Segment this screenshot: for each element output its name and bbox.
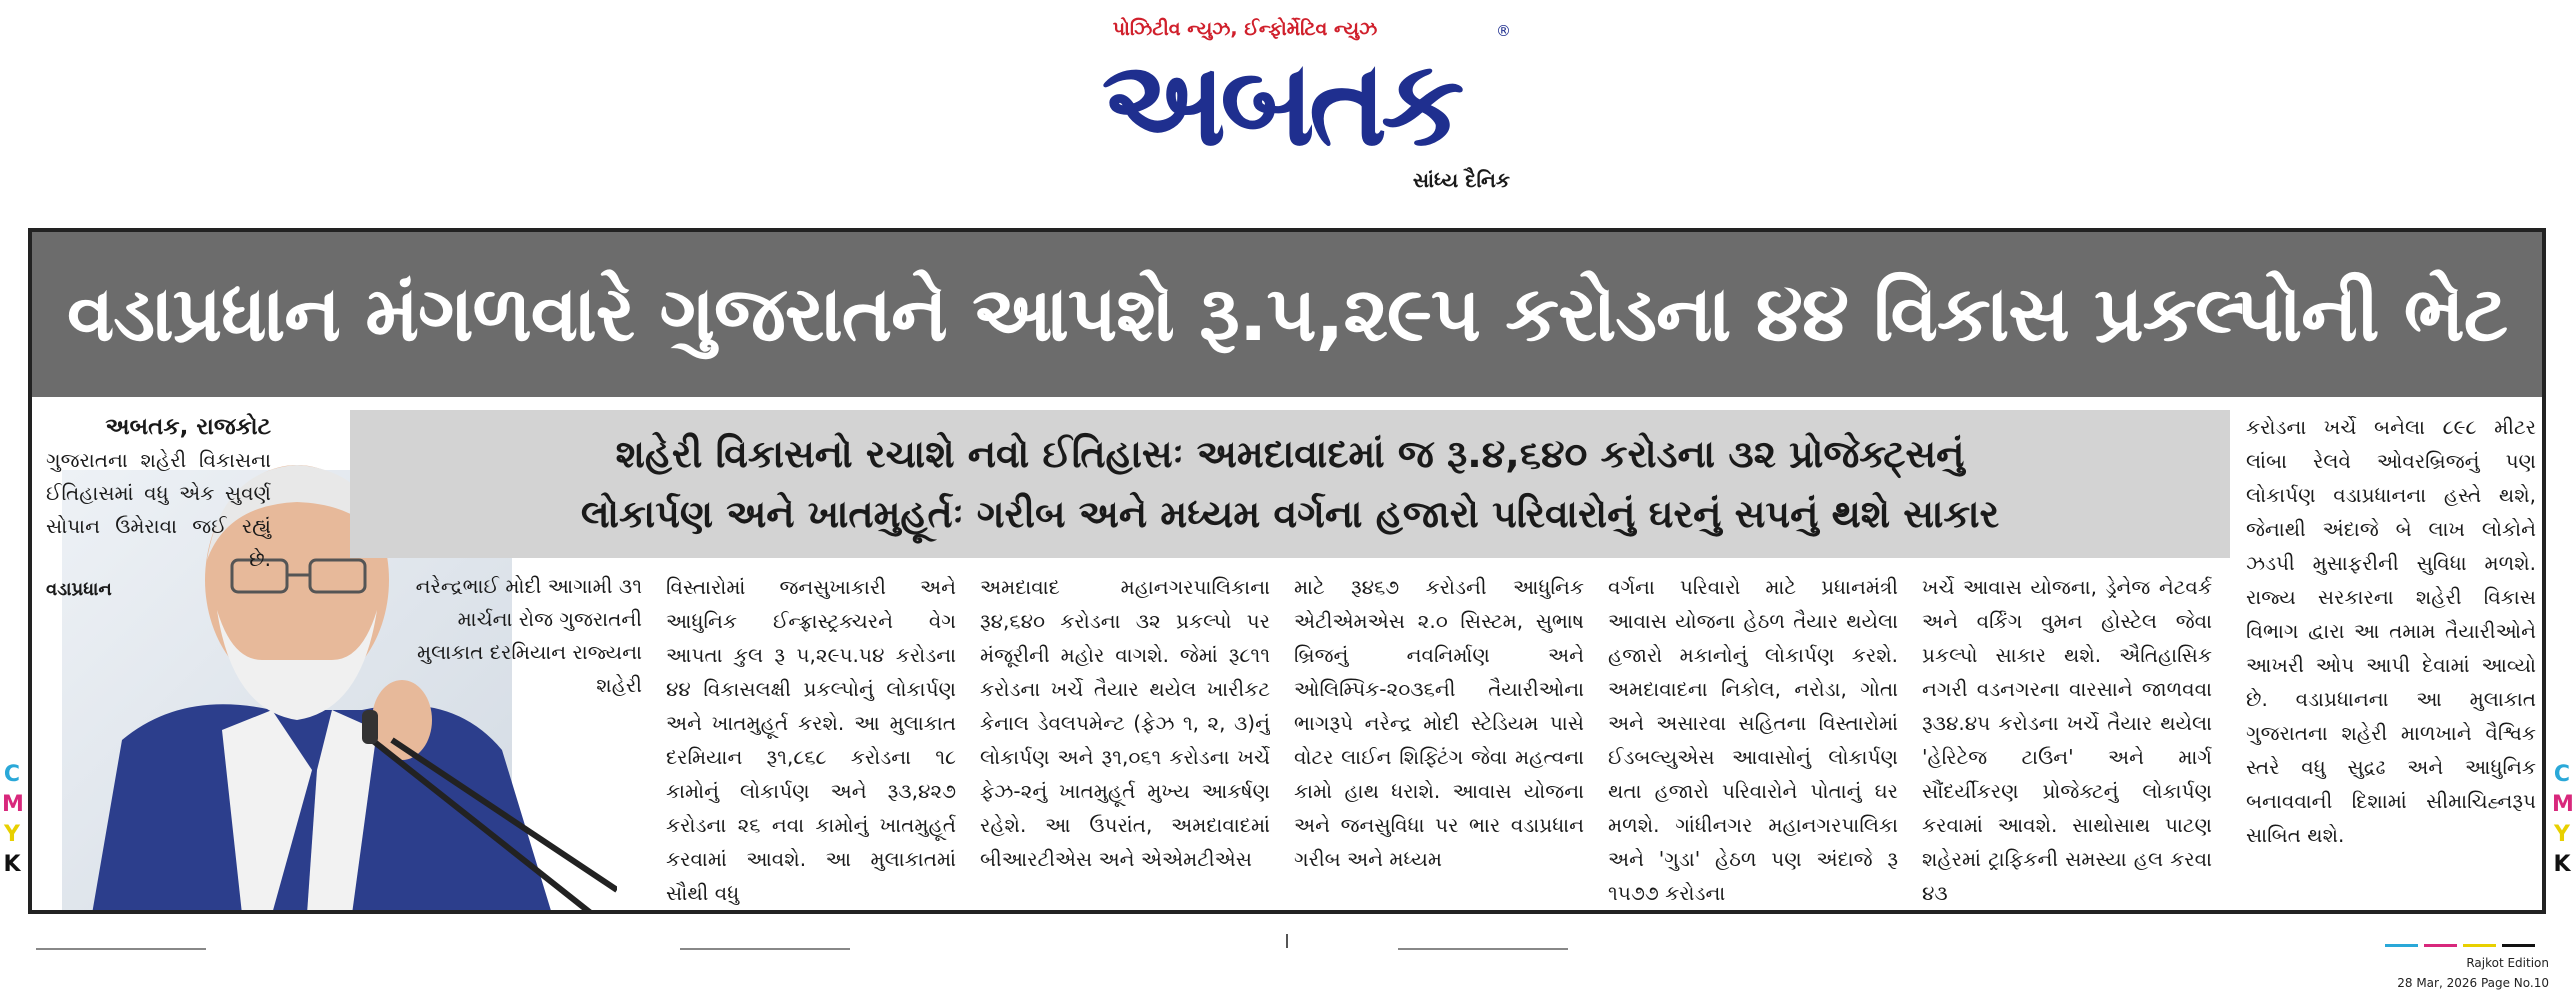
article-frame xyxy=(28,228,2546,914)
cmyk-y: Y xyxy=(4,822,20,847)
main-headline: વડાપ્રધાન મંગળવારે ગુજરાતને આપશે રૂ.૫,૨૯૫ કરોડના ૪૪ વિકાસ પ્રકલ્પોની ભેટ xyxy=(32,232,2542,397)
brand-logo: અબતક xyxy=(1101,34,1459,172)
footer-center-tick xyxy=(1286,934,1288,948)
cmyk-c: C xyxy=(2553,762,2571,787)
masthead xyxy=(1060,18,1520,203)
byline-block xyxy=(46,410,271,604)
sub-headline-line-2: લોકાર્પણ અને ખાતમુહૂર્તઃ ગરીબ અને મધ્યમ વર્ગના હજારો પરિવારોનું ઘરનું સપનું થશે સાકાર xyxy=(580,492,2000,536)
cmyk-m: M xyxy=(2552,792,2574,817)
cmyk-k: K xyxy=(3,852,21,877)
edition-date-page: 28 Mar, 2026 Page No.10 xyxy=(2397,976,2549,990)
footer-rule xyxy=(36,948,206,950)
footer-rule xyxy=(680,948,850,950)
cmyk-marks-left xyxy=(2,760,22,880)
cmyk-y: Y xyxy=(2554,822,2570,847)
cmyk-c: C xyxy=(3,762,21,787)
sub-headline xyxy=(350,410,2230,558)
byline-lead: ગુજરાતના શહેરી વિકાસના ઈતિહાસમાં વધુ એક સુવર્ણ સોપાન ઉમેરાવા જઈ રહ્યું છે. xyxy=(46,448,271,571)
sub-headline-line-1: શહેરી વિકાસનો રચાશે નવો ઈતિહાસઃ અમદાવાદમાં જ રૂ.૪,૬૪૦ કરોડના ૩૨ પ્રોજેક્ટ્સનું xyxy=(615,432,1965,476)
edition-info xyxy=(2397,953,2549,993)
masthead-tagline: પોઝિટીવ ન્યુઝ, ઈન્ફોર્મેટિવ ન્યુઝ xyxy=(1112,18,1378,40)
cmyk-marks-right xyxy=(2552,760,2572,880)
article-column-4: વર્ગના પરિવારો માટે પ્રધાનમંત્રી આવાસ યોજના હેઠળ તૈયાર થયેલા હજારો મકાનોનું લોકાર્પણ કરશે. અમદાવાદના નિકોલ, નરોડા, ગોતા અને અસારવા સહિતના વિસ્તારોમાં ઈડબલ્યુએસ આવાસોનું લોકાર્પણ થતા હજારો પરિવારોને પોતાનું ઘર મળશે. ગાંધીનગર મહાનગરપાલિકા અને 'ગુડા' હેઠળ પણ અંદાજે રૂ ૧૫૭૭ કરોડના xyxy=(1608,575,1898,905)
footer-rule xyxy=(1398,948,1568,950)
registered-mark: ® xyxy=(1496,22,1511,40)
article-column-1: વિસ્તારોમાં જનસુખાકારી અને આધુનિક ઈન્ફ્રાસ્ટ્રક્ચરને વેગ આપતા કુલ રૂ ૫,૨૯૫.૫૪ કરોડના ૪૪ વિકાસલક્ષી પ્રકલ્પોનું લોકાર્પણ અને ખાતમુહૂર્ત કરશે. આ મુલાકાત દરમિયાન રૂ૧,૮૬૮ કરોડના ૧૮ કામોનું લોકાર્પણ અને રૂ૩,૪૨૭ કરોડના ૨૬ નવા કામોનું ખાતમુહૂર્ત કરવામાં આવશે. આ મુલાકાતમાં સૌથી વધુ xyxy=(666,575,956,905)
intro-text: નરેન્દ્રભાઈ મોદી આગામી ૩૧ માર્ચના રોજ ગુજરાતની મુલાકાત દરમિયાન રાજ્યના શહેરી xyxy=(415,574,642,697)
color-bars xyxy=(2385,944,2535,948)
article-column-2: અમદાવાદ મહાનગરપાલિકાના રૂ૪,૬૪૦ કરોડના ૩૨ પ્રકલ્પો પર મંજૂરીની મહોર વાગશે. જેમાં રૂ૮૧૧ કરોડના ખર્ચે તૈયાર થયેલ ખારીકટ કેનાલ ડેવલપમેન્ટ (ફેઝ ૧, ૨, ૩)નું લોકાર્પણ અને રૂ૧,૦૬૧ કરોડના ખર્ચે ફેઝ-૨નું ખાતમુહૂર્ત મુખ્ય આકર્ષણ રહેશે. આ ઉપરાંત, અમદાવાદમાં બીઆરટીએસ અને એએમટીએસ xyxy=(980,575,1270,871)
cmyk-k: K xyxy=(2553,852,2571,877)
article-column-5: ખર્ચે આવાસ યોજના, ડ્રેનેજ નેટવર્ક અને વર્કિંગ વુમન હોસ્ટેલ જેવા પ્રકલ્પો સાકાર થશે. ઐતિહાસિક નગરી વડનગરના વારસાને જાળવવા રૂ૩૪.૪૫ કરોડના ખર્ચે તૈયાર થયેલા 'હેરિટેજ ટાઉન' અને માર્ગ સૌંદર્યીકરણ પ્રોજેક્ટનું લોકાર્પણ કરવામાં આવશે. સાથોસાથ પાટણ શહેરમાં ટ્રાફિકની સમસ્યા હલ કરવા ૪૩ xyxy=(1922,575,2212,905)
byline-caption: વડાપ્રધાન xyxy=(46,579,112,600)
byline-source: અબતક, રાજકોટ xyxy=(105,414,271,440)
article-column-3: માટે રૂ૪૬૭ કરોડની આધુનિક એટીએમએસ ૨.૦ સિસ્ટમ, સુભાષ બ્રિજનું નવનિર્માણ અને ઓલિમ્પિક-૨૦૩૬ની તૈયારીઓના ભાગરૂપે નરેન્દ્ર મોદી સ્ટેડિયમ પાસે વોટર લાઈન શિફ્ટિંગ જેવા મહત્વના કામો હાથ ધરાશે. આવાસ યોજના અને જનસુવિધા પર ભાર વડાપ્રધાન ગરીબ અને મધ્યમ xyxy=(1294,575,1584,871)
masthead-subtitle: સાંધ્ય દૈનિક xyxy=(1412,168,1510,192)
cmyk-m: M xyxy=(2,792,24,817)
article-column-right: કરોડના ખર્ચે બનેલા ૮૯૮ મીટર લાંબા રેલવે ઓવરબ્રિજનું પણ લોકાર્પણ વડાપ્રધાનના હસ્તે થશે, જેનાથી અંદાજે બે લાખ લોકોને ઝડપી મુસાફરીની સુવિધા મળશે. રાજ્ય સરકારના શહેરી વિકાસ વિભાગ દ્વારા આ તમામ તૈયારીઓને આખરી ઓપ આપી દેવામાં આવ્યો છે. વડાપ્રધાનના આ મુલાકાત ગુજરાતના શહેરી માળખાને વૈશ્વિક સ્તરે વધુ સુદ્રઢ અને આધુનિક બનાવવાની દિશામાં સીમાચિહ્નરૂપ સાબિત થશે. xyxy=(2246,415,2536,847)
edition-name: Rajkot Edition xyxy=(2466,956,2549,970)
